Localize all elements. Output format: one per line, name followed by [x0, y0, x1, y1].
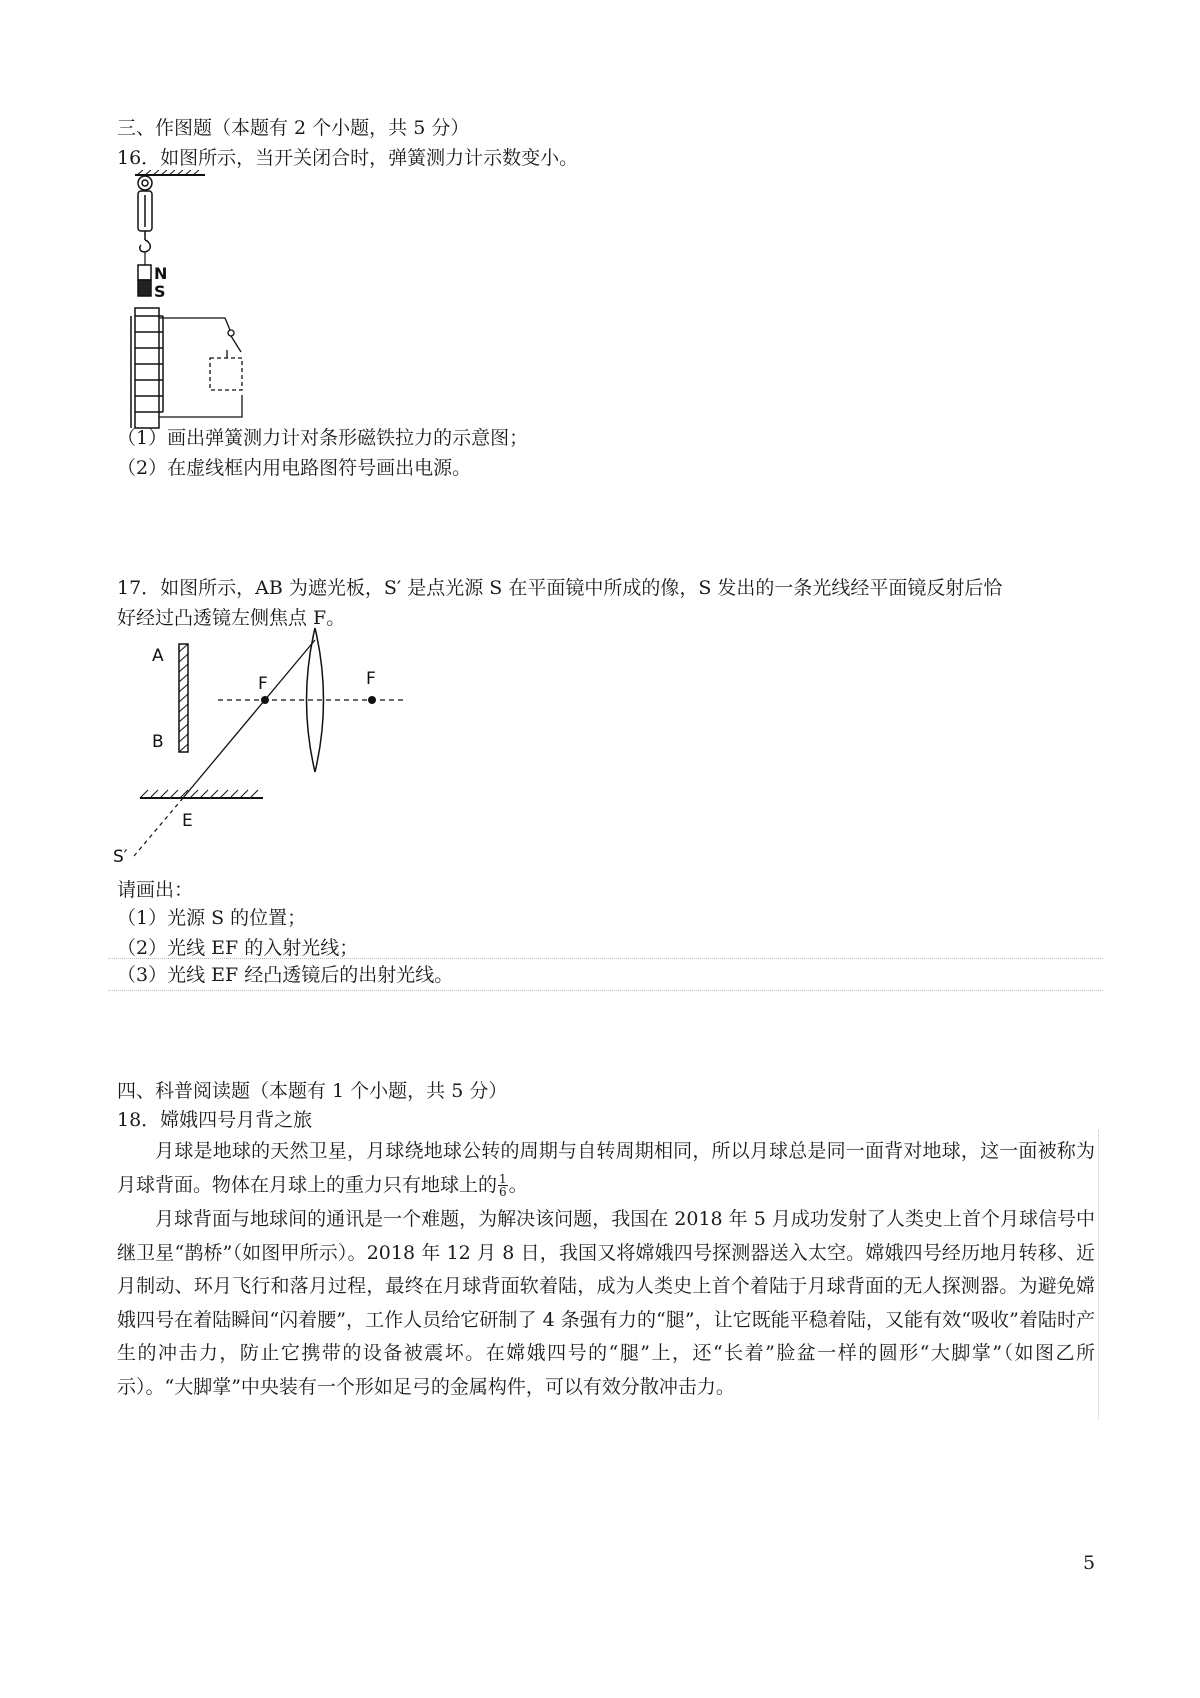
q18-paragraph-2-text: 月球背面与地球间的通讯是一个难题，为解决该问题，我国在 2018 年 5 月成功发射了人类史上首个月球信号中继卫星“鹊桥”（如图甲所示）。2018 年 12 月 8 日，我国又将嫦娥四号探测器送入太空。嫦娥四号经历地月转移、近月制动、环月飞行和落月过程，最终在月球背面软着陆，成为人类史上首个着陆于月球背面的无人探测器。为避免嫦娥四号在着陆瞬间“闪着腰”，工作人员给它研制了 4 条强有力的“腿”，让它既能平稳着陆，又能有效“吸收”着陆时产生的冲击力，防止它携带的设备被震坏。在嫦娥四号的“腿”上，还“长着”脸盆一样的圆形“大脚掌”（如图乙所示）。“大脚掌”中央装有一个形如足弓的金属构件，可以有效分散冲击力。 — [117, 1208, 1095, 1398]
q17-part-1: （1）光源 S 的位置； — [117, 907, 307, 929]
label-b: B — [152, 732, 164, 752]
q16-stem: 16．如图所示，当开关闭合时，弹簧测力计示数变小。 — [117, 147, 579, 169]
q18-title: 18．嫦娥四号月背之旅 — [117, 1109, 313, 1131]
q17-part-3: （3）光线 EF 经凸透镜后的出射光线。 — [117, 964, 454, 986]
n-pole-label: N — [154, 264, 168, 283]
fraction-numerator: 1 — [499, 1172, 507, 1186]
dotted-rule — [108, 958, 1103, 959]
q17-stem-line-1: 17．如图所示，AB 为遮光板，S′ 是点光源 S 在平面镜中所成的像，S 发出的一条光线经平面镜反射后恰 — [117, 577, 1003, 599]
q18-paragraph-1-end: 。 — [508, 1173, 528, 1196]
fraction-one-sixth — [498, 1173, 508, 1198]
dotted-rule — [108, 990, 1103, 991]
page-number: 5 — [1083, 1552, 1096, 1574]
section-4-heading: 四、科普阅读题（本题有 1 个小题，共 5 分） — [117, 1080, 508, 1102]
dotted-vertical-rule — [1098, 1130, 1099, 1420]
label-a: A — [152, 646, 164, 666]
circuit — [159, 318, 242, 417]
power-source-dashed-box — [210, 358, 242, 390]
mirror-hatch — [140, 790, 258, 798]
fraction-denominator: 6 — [499, 1185, 507, 1199]
label-e: E — [182, 811, 193, 831]
label-s-prime: S′ — [113, 847, 128, 867]
label-f-left: F — [258, 674, 268, 694]
extension-to-image — [134, 798, 183, 856]
q16-figure — [115, 170, 305, 440]
q18-paragraph-2 — [117, 1203, 1095, 1404]
q16-part-2: （2）在虚线框内用电路图符号画出电源。 — [117, 457, 472, 479]
q18-paragraph-1-text: 月球是地球的天然卫星，月球绕地球公转的周期与自转周期相同，所以月球总是同一面背对地球，这一面被称为月球背面。物体在月球上的重力只有地球上的 — [117, 1140, 1095, 1196]
label-f-right: F — [366, 669, 376, 689]
q17-part-2: （2）光线 EF 的入射光线； — [117, 937, 359, 959]
ray-ef — [183, 640, 315, 798]
q18-paragraph-1 — [117, 1135, 1095, 1202]
spring-scale — [138, 176, 152, 252]
q17-stem-line-2: 好经过凸透镜左侧焦点 F。 — [117, 607, 346, 629]
q17-prompt: 请画出： — [117, 879, 194, 901]
section-3-heading: 三、作图题（本题有 2 个小题，共 5 分） — [117, 117, 470, 139]
s-pole-label: S — [154, 282, 166, 301]
q17-figure — [110, 620, 430, 870]
electromagnet-coil — [131, 308, 163, 428]
q16-part-1: （1）画出弹簧测力计对条形磁铁拉力的示意图； — [117, 427, 529, 449]
focus-right — [368, 696, 376, 704]
bar-magnet — [138, 252, 151, 296]
